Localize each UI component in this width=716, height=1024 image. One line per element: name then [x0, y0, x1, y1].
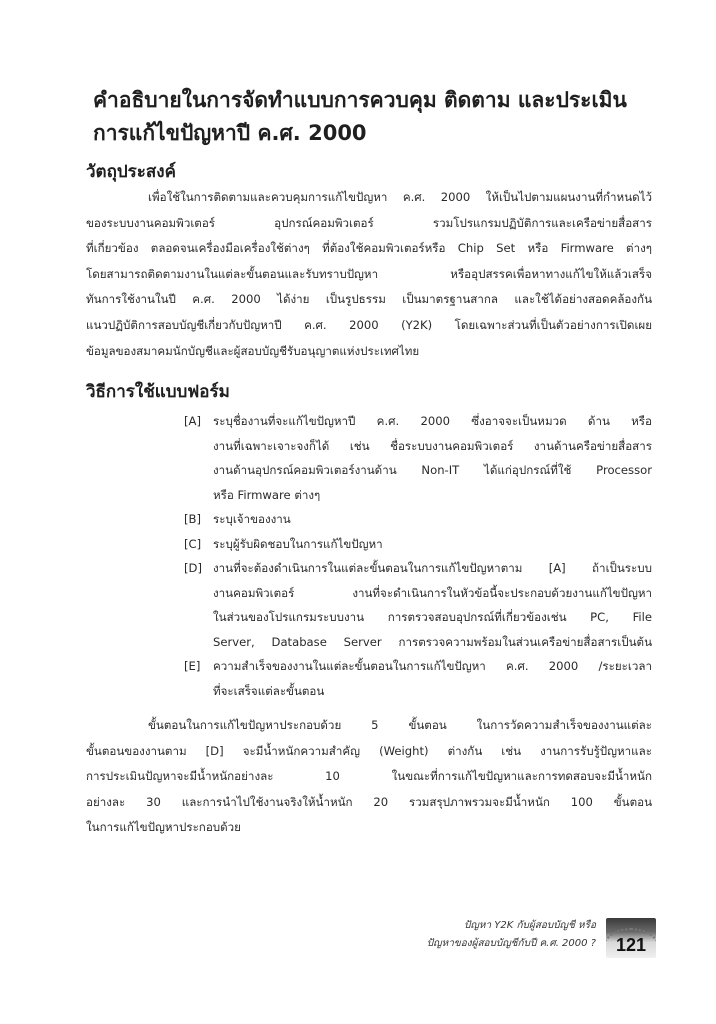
item-line: Server, Database Server การตรวจความพร้อมในส่วนเครือข่ายสื่อสารเป็นต้น	[213, 634, 652, 649]
paragraph-line: ในการแก้ไขปัญหาประกอบด้วย	[86, 820, 241, 835]
page-number: 121	[615, 935, 647, 955]
list-item-a	[184, 409, 652, 507]
paragraph-line: โดยสามารถติดตามงานในแต่ละขั้นตอนและรับทราบปัญหา หรืออุปสรรคเพื่อหาทางแก้ไขให้แล้วเสร็จ	[86, 266, 652, 281]
footer-line-2: ปัญหาของผู้สอบบัญชีกับปี ค.ศ. 2000 ?	[426, 938, 596, 949]
item-line: ระบุเจ้าของงาน	[213, 512, 291, 526]
item-line: ที่จะเสร็จแต่ละขั้นตอน	[213, 683, 325, 698]
paragraph-line: การประเมินปัญหาจะมีน้ำหนักอย่างละ 10 ในขณะที่การแก้ไขปัญหาและการทดสอบจะมีน้ำหนัก	[86, 769, 652, 784]
paragraph-line: ขั้นตอนในการแก้ไขปัญหาประกอบด้วย 5 ขั้นตอน ในการวัดความสำเร็จของงานแต่ละ	[148, 718, 652, 732]
footer-line-1: ปัญหา Y2K กับผู้สอบบัญชี หรือ	[464, 920, 596, 931]
usage-heading: วิธีการใช้แบบฟอร์ม	[86, 382, 230, 402]
list-item-d	[184, 556, 652, 654]
paragraph-line: แนวปฏิบัติการสอบบัญชีเกี่ยวกับปัญหาปี ค.ศ. 2000 (Y2K) โดยเฉพาะส่วนที่เป็นตัวอย่างการเปิดเผย	[86, 317, 652, 332]
usage-list	[184, 409, 652, 703]
objective-paragraph	[86, 185, 652, 364]
paragraph-line: อย่างละ 30 และการนำไปใช้งานจริงให้น้ำหนัก 20 รวมสรุปภาพรวมจะมีน้ำหนัก 100 ขั้นตอน	[86, 794, 652, 809]
paragraph-line: ของระบบงานคอมพิวเตอร์ อุปกรณ์คอมพิวเตอร์ รวมโปรแกรมปฏิบัติการและเครือข่ายสื่อสาร	[86, 215, 652, 230]
item-tag: [D]	[184, 561, 202, 575]
item-line: งานที่จะต้องดำเนินการในแต่ละขั้นตอนในการแก้ไขปัญหาตาม [A] ถ้าเป็นระบบ	[213, 561, 652, 575]
page-title	[93, 84, 653, 150]
page-title-line-1: คำอธิบายในการจัดทำแบบการควบคุม ติดตาม และประเมิน	[93, 88, 627, 112]
item-line: งานด้านอุปกรณ์คอมพิวเตอร์งานด้าน Non-IT ได้แก่อุปกรณ์ที่ใช้ Processor	[213, 463, 652, 477]
list-item-e	[184, 654, 652, 703]
item-line: หรือ Firmware ต่างๆ	[213, 487, 321, 502]
item-line: งานที่เฉพาะเจาะจงก็ได้ เช่น ชื่อระบบงานคอมพิวเตอร์ งานด้านครือข่ายสื่อสาร	[213, 438, 652, 453]
item-line: งานคอมพิวเตอร์ งานที่จะดำเนินการในหัวข้อนี้จะประกอบด้วยงานแก้ไขปัญหา	[213, 585, 652, 600]
item-line: ระบุชื่องานที่จะแก้ไขปัญหาปี ค.ศ. 2000 ซึ่งอาจจะเป็นหมวด ด้าน หรือ	[213, 414, 652, 428]
list-item-c	[184, 532, 652, 557]
paragraph-line: ทันการใช้งานในปี ค.ศ. 2000 ได้ง่าย เป็นรูปธรรม เป็นมาตรฐานสากล และใช้ได้อย่างสอดคล้องกัน	[86, 292, 652, 307]
paragraph-line: ที่เกี่ยวข้อง ตลอดจนเครื่องมือเครื่องใช้ต่างๆ ที่ต้องใช้คอมพิวเตอร์หรือ Chip Set หรือ Firmware ต่างๆ	[86, 241, 652, 256]
running-footer	[427, 917, 596, 953]
item-tag: [B]	[184, 512, 202, 526]
paragraph-line: ขั้นตอนของงานตาม [D] จะมีน้ำหนักความสำคัญ (Weight) ต่างกัน เช่น งานการรับรู้ปัญหาและ	[86, 743, 652, 758]
objective-heading: วัตถุประสงค์	[86, 162, 176, 182]
item-tag: [E]	[184, 659, 201, 673]
paragraph-line: ข้อมูลของสมาคมนักบัญชีและผู้สอบบัญชีรับอนุญาตแห่งประเทศไทย	[86, 343, 420, 358]
item-line: ระบุผู้รับผิดชอบในการแก้ไขปัญหา	[213, 536, 383, 551]
item-tag: [A]	[184, 414, 201, 428]
steps-paragraph	[86, 713, 652, 841]
paragraph-line: เพื่อใช้ในการติดตามและควบคุมการแก้ไขปัญหา ค.ศ. 2000 ให้เป็นไปตามแผนงานที่กำหนดไว้	[148, 190, 652, 204]
page-title-line-2: การแก้ไขปัญหาปี ค.ศ. 2000	[93, 121, 367, 145]
list-item-b	[184, 507, 652, 532]
item-line: ในส่วนของโปรแกรมระบบงาน การตรวจสอบอุปกรณ์ที่เกี่ยวข้องเช่น PC, File	[213, 610, 652, 624]
page-number-badge	[606, 918, 656, 958]
item-line: ความสำเร็จของงานในแต่ละขั้นตอนในการแก้ไขปัญหา ค.ศ. 2000 /ระยะเวลา	[213, 659, 652, 673]
item-tag: [C]	[184, 536, 202, 551]
